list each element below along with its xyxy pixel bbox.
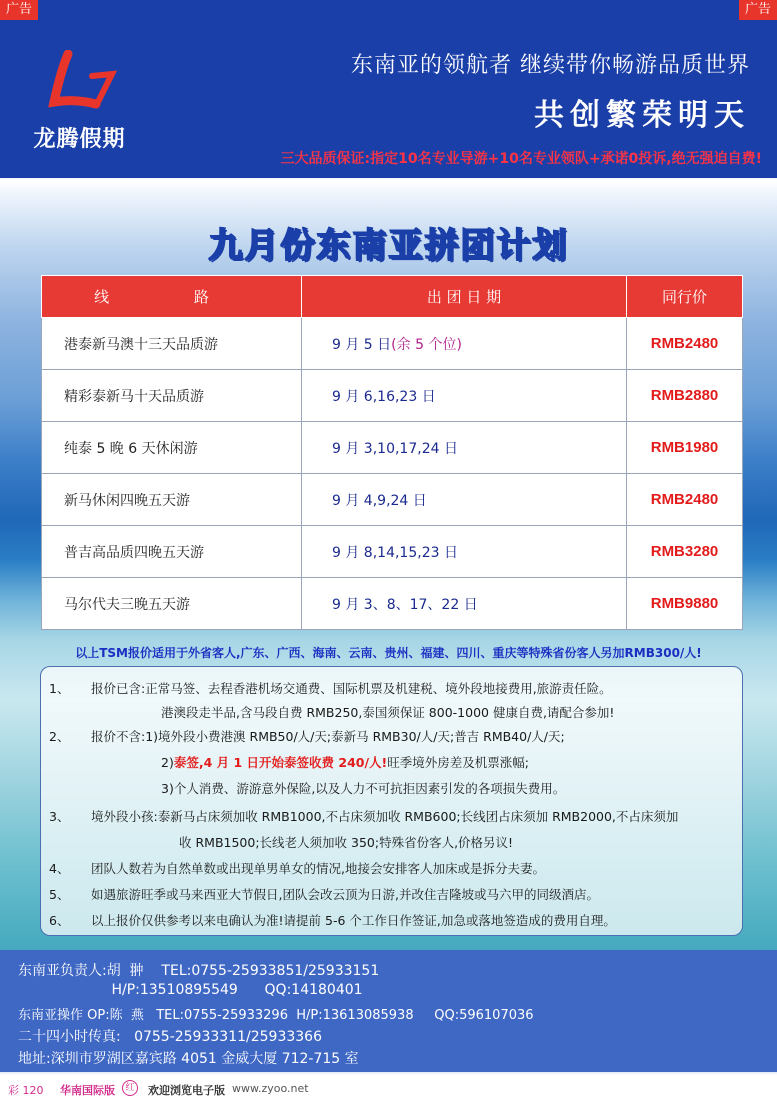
brand-name: 龙腾假期 xyxy=(33,126,126,152)
note-text: 报价已含:正常马签、去程香港机场交通费、国际机票及机建税、境外段地接费用,旅游责任险。 xyxy=(91,681,612,696)
note-text: 收 RMB1500;长线老人须加收 350;特殊省份客人,价格另议! xyxy=(179,835,514,850)
contact-address: 地址:深圳市罗湖区嘉宾路 4051 金威大厦 712-715 室 xyxy=(18,1051,359,1067)
route-table xyxy=(41,275,743,630)
price-cell: RMB9880 xyxy=(627,578,743,630)
date-cell: 9 月 6,16,23 日 xyxy=(302,370,627,422)
slogan-line-1: 东南亚的领航者 继续带你畅游品质世界 xyxy=(351,53,750,78)
table-row xyxy=(42,578,743,630)
terms-notes-box xyxy=(40,666,743,936)
route-cell: 港泰新马澳十三天品质游 xyxy=(42,318,302,370)
route-cell: 纯泰 5 晚 6 天休闲游 xyxy=(42,422,302,474)
thai-visa-fee-notice: 泰签,4 月 1 日开始泰签收费 240/人! xyxy=(173,755,388,770)
note-number: 3、 xyxy=(49,809,70,824)
date-cell: 9 月 8,14,15,23 日 xyxy=(302,526,627,578)
note-text: 报价不含:1)境外段小费港澳 RMB50/人/天;泰新马 RMB30/人/天;普吉 RMB40/人/天; xyxy=(91,729,565,744)
note-text: 境外段小孩:泰新马占床须加收 RMB1000,不占床须加收 RMB600;长线团占床须加 RMB2000,不占床须加 xyxy=(91,809,679,824)
note-number: 1、 xyxy=(49,681,70,696)
table-header-row xyxy=(42,276,743,318)
brand-logo xyxy=(22,50,137,155)
price-cell: RMB2880 xyxy=(627,370,743,422)
date-cell: 9 月 5 日(余 5 个位) xyxy=(302,318,627,370)
ad-tag-right: 广告 xyxy=(739,0,777,20)
availability-note: (余 5 个位) xyxy=(391,336,462,353)
quality-guarantee: 三大品质保证:指定10名专业导游+10名专业领队+承诺0投诉,绝无强迫自费! xyxy=(280,151,762,167)
contact-manager-mobile: H/P:13510895549 QQ:14180401 xyxy=(18,982,363,998)
contact-band xyxy=(0,950,777,1072)
plan-title: 九月份东南亚拼团计划 xyxy=(208,226,569,266)
price-cell: RMB1980 xyxy=(627,422,743,474)
page-footer xyxy=(0,1078,777,1100)
tsm-price-note: 以上TSM报价适用于外省客人,广东、广西、海南、云南、贵州、福建、四川、重庆等特殊省份客人另加RMB300/人! xyxy=(75,646,702,660)
note-text: 如遇旅游旺季或马来西亚大节假日,团队会改云顶为日游,并改住吉隆坡或马六甲的同级酒店。 xyxy=(91,887,599,902)
website-link[interactable]: www.zyoo.net xyxy=(232,1082,309,1095)
note-text: 以上报价仅供参考以来电确认为准!请提前 5-6 个工作日作签证,加急或落地签造成的费用自理。 xyxy=(91,913,616,928)
table-row xyxy=(42,422,743,474)
date-cell: 9 月 4,9,24 日 xyxy=(302,474,627,526)
ad-tag-left: 广告 xyxy=(0,0,38,20)
date-cell: 9 月 3、8、17、22 日 xyxy=(302,578,627,630)
note-text: 3)个人消费、游游意外保险,以及人力不可抗拒因素引发的各项损失费用。 xyxy=(161,781,566,796)
edition-name: 华南国际版 xyxy=(60,1084,115,1097)
note-text: 港澳段走半品,含马段自费 RMB250,泰国须保证 800-1000 健康自费,请配合参加! xyxy=(161,705,615,720)
dragon-logo-icon xyxy=(40,50,120,120)
note-number: 5、 xyxy=(49,887,70,902)
note-number: 2、 xyxy=(49,729,70,744)
price-cell: RMB2480 xyxy=(627,474,743,526)
note-number: 4、 xyxy=(49,861,70,876)
header-price: 同行价 xyxy=(627,276,743,318)
route-cell: 马尔代夫三晚五天游 xyxy=(42,578,302,630)
contact-operator: 东南亚操作 OP:陈 燕 TEL:0755-25933296 H/P:13613085938 QQ:596107036 xyxy=(18,1008,534,1023)
welcome-text: 欢迎浏览电子版 xyxy=(148,1084,225,1097)
page-number: 彩 120 xyxy=(8,1084,44,1097)
table-row xyxy=(42,526,743,578)
header-date: 出 团 日 期 xyxy=(302,276,627,318)
table-row xyxy=(42,474,743,526)
note-text: 2)泰签,4 月 1 日开始泰签收费 240/人!旺季境外房差及机票涨幅; xyxy=(161,755,529,770)
slogan-line-2: 共创繁荣明天 xyxy=(534,98,750,133)
table-row xyxy=(42,370,743,422)
contact-fax: 二十四小时传真: 0755-25933311/25933366 xyxy=(18,1029,322,1045)
header-route: 线 路 xyxy=(42,276,302,318)
publication-logo-icon: 红 xyxy=(122,1080,138,1096)
route-cell: 新马休闲四晚五天游 xyxy=(42,474,302,526)
note-text: 团队人数若为自然单数或出现单男单女的情况,地接会安排客人加床或是拆分夫妻。 xyxy=(91,861,545,876)
price-cell: RMB3280 xyxy=(627,526,743,578)
price-cell: RMB2480 xyxy=(627,318,743,370)
date-cell: 9 月 3,10,17,24 日 xyxy=(302,422,627,474)
contact-manager: 东南亚负责人:胡 翀 TEL:0755-25933851/25933151 xyxy=(18,963,380,979)
note-number: 6、 xyxy=(49,913,70,928)
route-cell: 精彩泰新马十天品质游 xyxy=(42,370,302,422)
table-row xyxy=(42,318,743,370)
route-cell: 普吉高品质四晚五天游 xyxy=(42,526,302,578)
